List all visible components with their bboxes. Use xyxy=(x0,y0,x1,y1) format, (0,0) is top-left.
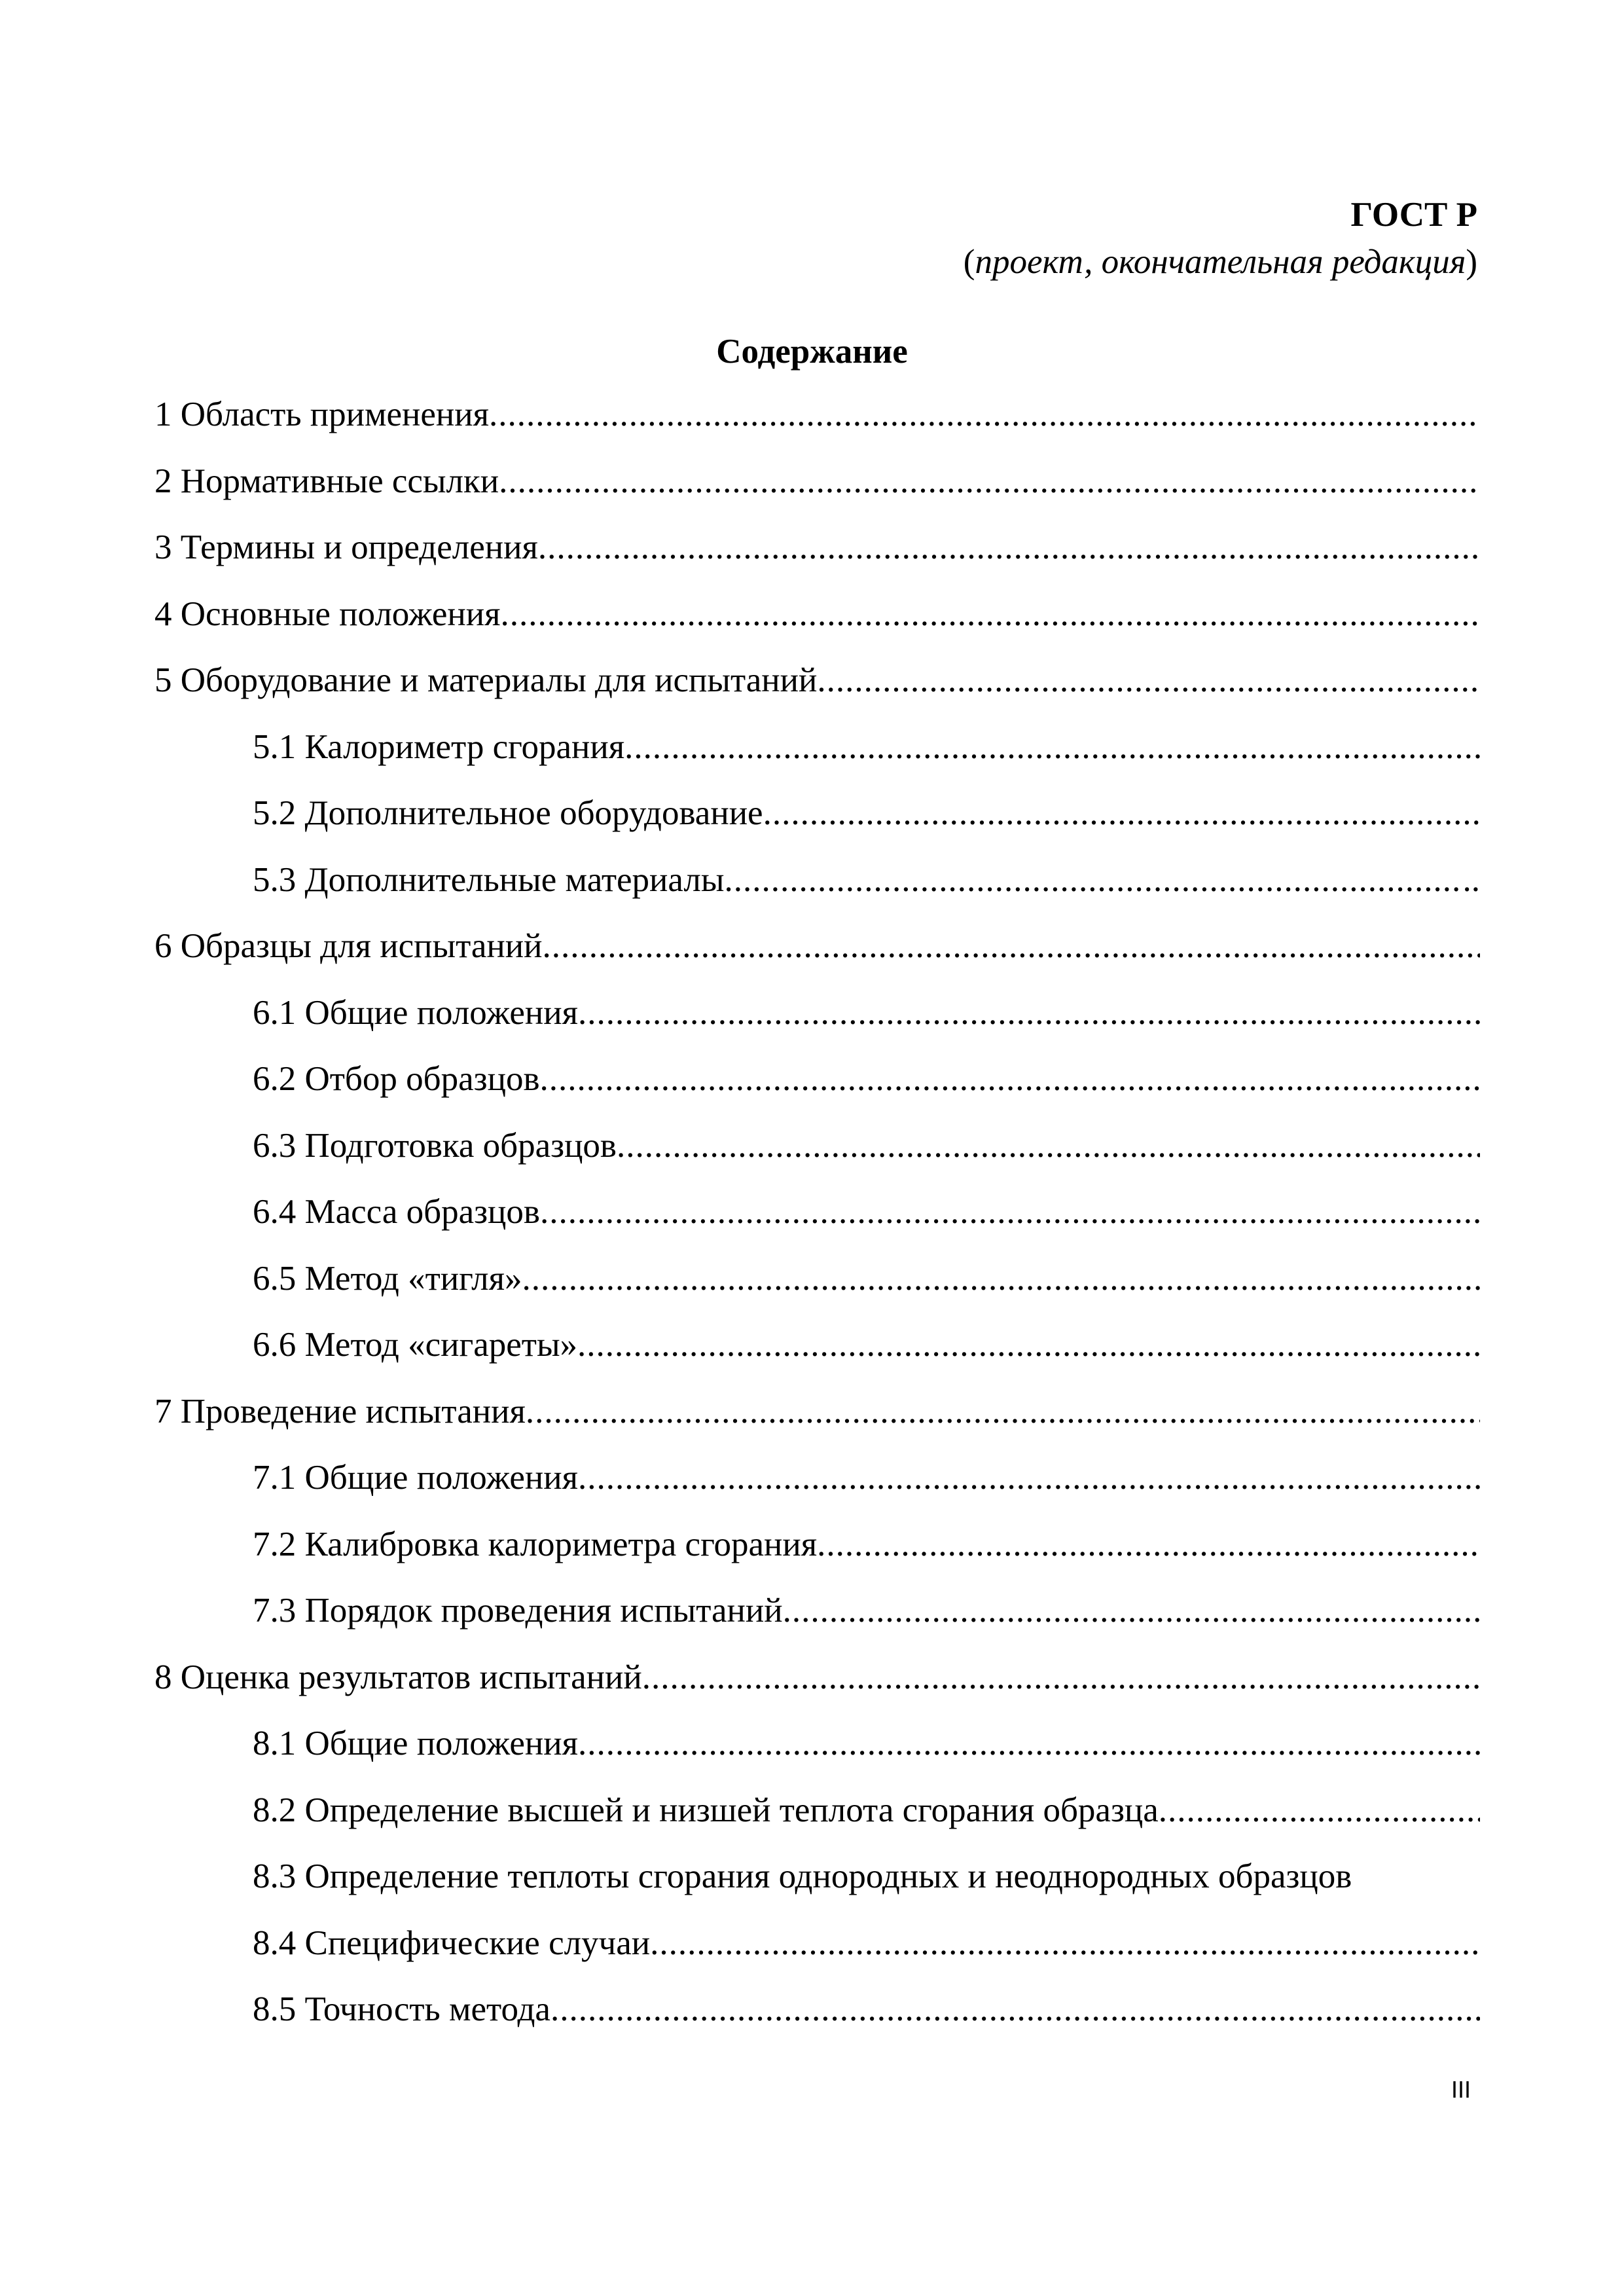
toc-entry-label: 5.3 Дополнительные материалы xyxy=(253,860,725,899)
toc-entry-label: 8.3 Определение теплоты сгорания однородных и неоднородных образцов xyxy=(253,1857,1352,1895)
toc-entry-label: 2 Нормативные ссылки xyxy=(154,462,499,500)
toc-dot-leader xyxy=(817,654,1480,706)
toc-dot-leader xyxy=(526,1385,1480,1438)
toc-dot-leader xyxy=(650,1917,1480,1969)
toc-dot-leader xyxy=(499,455,1480,507)
toc-entry[interactable] xyxy=(154,1917,1480,1984)
toc-entry[interactable] xyxy=(154,1518,1480,1585)
toc-entry-label: 6.3 Подготовка образцов xyxy=(253,1126,617,1165)
toc-entry[interactable] xyxy=(154,721,1480,788)
toc-entry-label: 8.4 Специфические случаи xyxy=(253,1923,651,1962)
status-open-paren: ( xyxy=(963,243,975,281)
table-of-contents xyxy=(154,388,1480,2050)
toc-entry-label: 6 Образцы для испытаний xyxy=(154,927,543,965)
toc-entry[interactable] xyxy=(154,388,1480,455)
page-number: III xyxy=(1451,2076,1471,2103)
toc-dot-leader xyxy=(578,987,1480,1039)
toc-dot-leader xyxy=(489,388,1480,441)
toc-dot-leader xyxy=(550,1983,1480,2035)
toc-entry[interactable] xyxy=(154,1717,1480,1784)
toc-entry[interactable] xyxy=(154,521,1480,588)
toc-entry-tail: .. xyxy=(1462,860,1480,899)
toc-entry[interactable] xyxy=(154,1252,1480,1319)
toc-dot-leader xyxy=(817,1518,1480,1571)
toc-entry[interactable] xyxy=(154,1186,1480,1252)
toc-entry[interactable] xyxy=(154,1319,1480,1385)
toc-dot-leader xyxy=(538,521,1480,574)
toc-entry-label: 1 Область применения xyxy=(154,395,490,433)
toc-entry[interactable] xyxy=(154,1983,1480,2050)
toc-dot-leader xyxy=(577,1319,1480,1371)
toc-entry[interactable] xyxy=(154,920,1480,987)
toc-dot-leader xyxy=(783,1584,1480,1637)
toc-dot-leader xyxy=(642,1651,1480,1704)
toc-dot-leader xyxy=(539,1053,1480,1105)
toc-dot-leader xyxy=(763,787,1480,839)
toc-entry[interactable] xyxy=(154,1120,1480,1186)
toc-entry[interactable] xyxy=(154,1784,1480,1851)
toc-entry-label: 8.1 Общие положения xyxy=(253,1724,579,1762)
document-status xyxy=(964,238,1477,285)
toc-dot-leader xyxy=(617,1120,1480,1172)
toc-entry-label: 6.1 Общие положения xyxy=(253,993,579,1032)
toc-entry[interactable] xyxy=(154,1584,1480,1651)
toc-dot-leader xyxy=(578,1717,1480,1770)
toc-entry[interactable] xyxy=(154,1053,1480,1120)
toc-entry-label: 4 Основные положения xyxy=(154,594,501,633)
toc-entry[interactable] xyxy=(154,654,1480,721)
toc-dot-leader xyxy=(1159,1784,1480,1836)
toc-dot-leader xyxy=(540,1186,1480,1238)
toc-entry[interactable] xyxy=(154,1850,1480,1917)
toc-entry-label: 5.1 Калориметр сгорания xyxy=(253,727,625,766)
status-close-paren: ) xyxy=(1466,243,1477,281)
toc-dot-leader xyxy=(501,588,1480,640)
toc-entry-label: 6.2 Отбор образцов xyxy=(253,1060,540,1098)
toc-entry[interactable] xyxy=(154,787,1480,854)
toc-entry-label: 5.2 Дополнительное оборудование xyxy=(253,794,763,832)
toc-entry-label: 7 Проведение испытания xyxy=(154,1392,526,1430)
toc-entry[interactable] xyxy=(154,1451,1480,1518)
toc-title: Содержание xyxy=(716,333,908,371)
toc-dot-leader xyxy=(578,1451,1480,1504)
toc-entry-label: 8.5 Точность метода xyxy=(253,1990,550,2028)
toc-entry-label: 5 Оборудование и материалы для испытаний xyxy=(154,661,818,699)
toc-entry[interactable] xyxy=(154,455,1480,522)
document-header xyxy=(964,191,1477,285)
toc-entry-label: 8 Оценка результатов испытаний xyxy=(154,1658,642,1696)
document-code: ГОСТ Р xyxy=(1350,196,1477,234)
toc-entry[interactable] xyxy=(154,588,1480,655)
toc-dot-leader xyxy=(543,920,1481,972)
toc-entry[interactable] xyxy=(154,987,1480,1053)
toc-entry-label: 6.4 Масса образцов xyxy=(253,1193,540,1231)
toc-dot-leader xyxy=(624,721,1480,773)
status-text: проект, окончательная редакция xyxy=(975,243,1466,281)
toc-entry[interactable] xyxy=(154,1385,1480,1452)
toc-entry-label: 6.6 Метод «сигареты» xyxy=(253,1326,578,1364)
toc-entry[interactable] xyxy=(154,854,1480,920)
toc-entry-label: 7.1 Общие положения xyxy=(253,1459,579,1497)
toc-dot-leader xyxy=(522,1252,1480,1305)
toc-entry[interactable] xyxy=(154,1651,1480,1718)
toc-dot-leader xyxy=(724,854,1462,906)
toc-entry-label: 7.3 Порядок проведения испытаний xyxy=(253,1592,783,1630)
toc-entry-label: 7.2 Калибровка калориметра сгорания xyxy=(253,1525,818,1563)
toc-entry-label: 3 Термины и определения xyxy=(154,528,538,566)
toc-entry-label: 6.5 Метод «тигля» xyxy=(253,1259,522,1298)
toc-entry-label: 8.2 Определение высшей и низшей теплота сгорания образца xyxy=(253,1791,1159,1829)
